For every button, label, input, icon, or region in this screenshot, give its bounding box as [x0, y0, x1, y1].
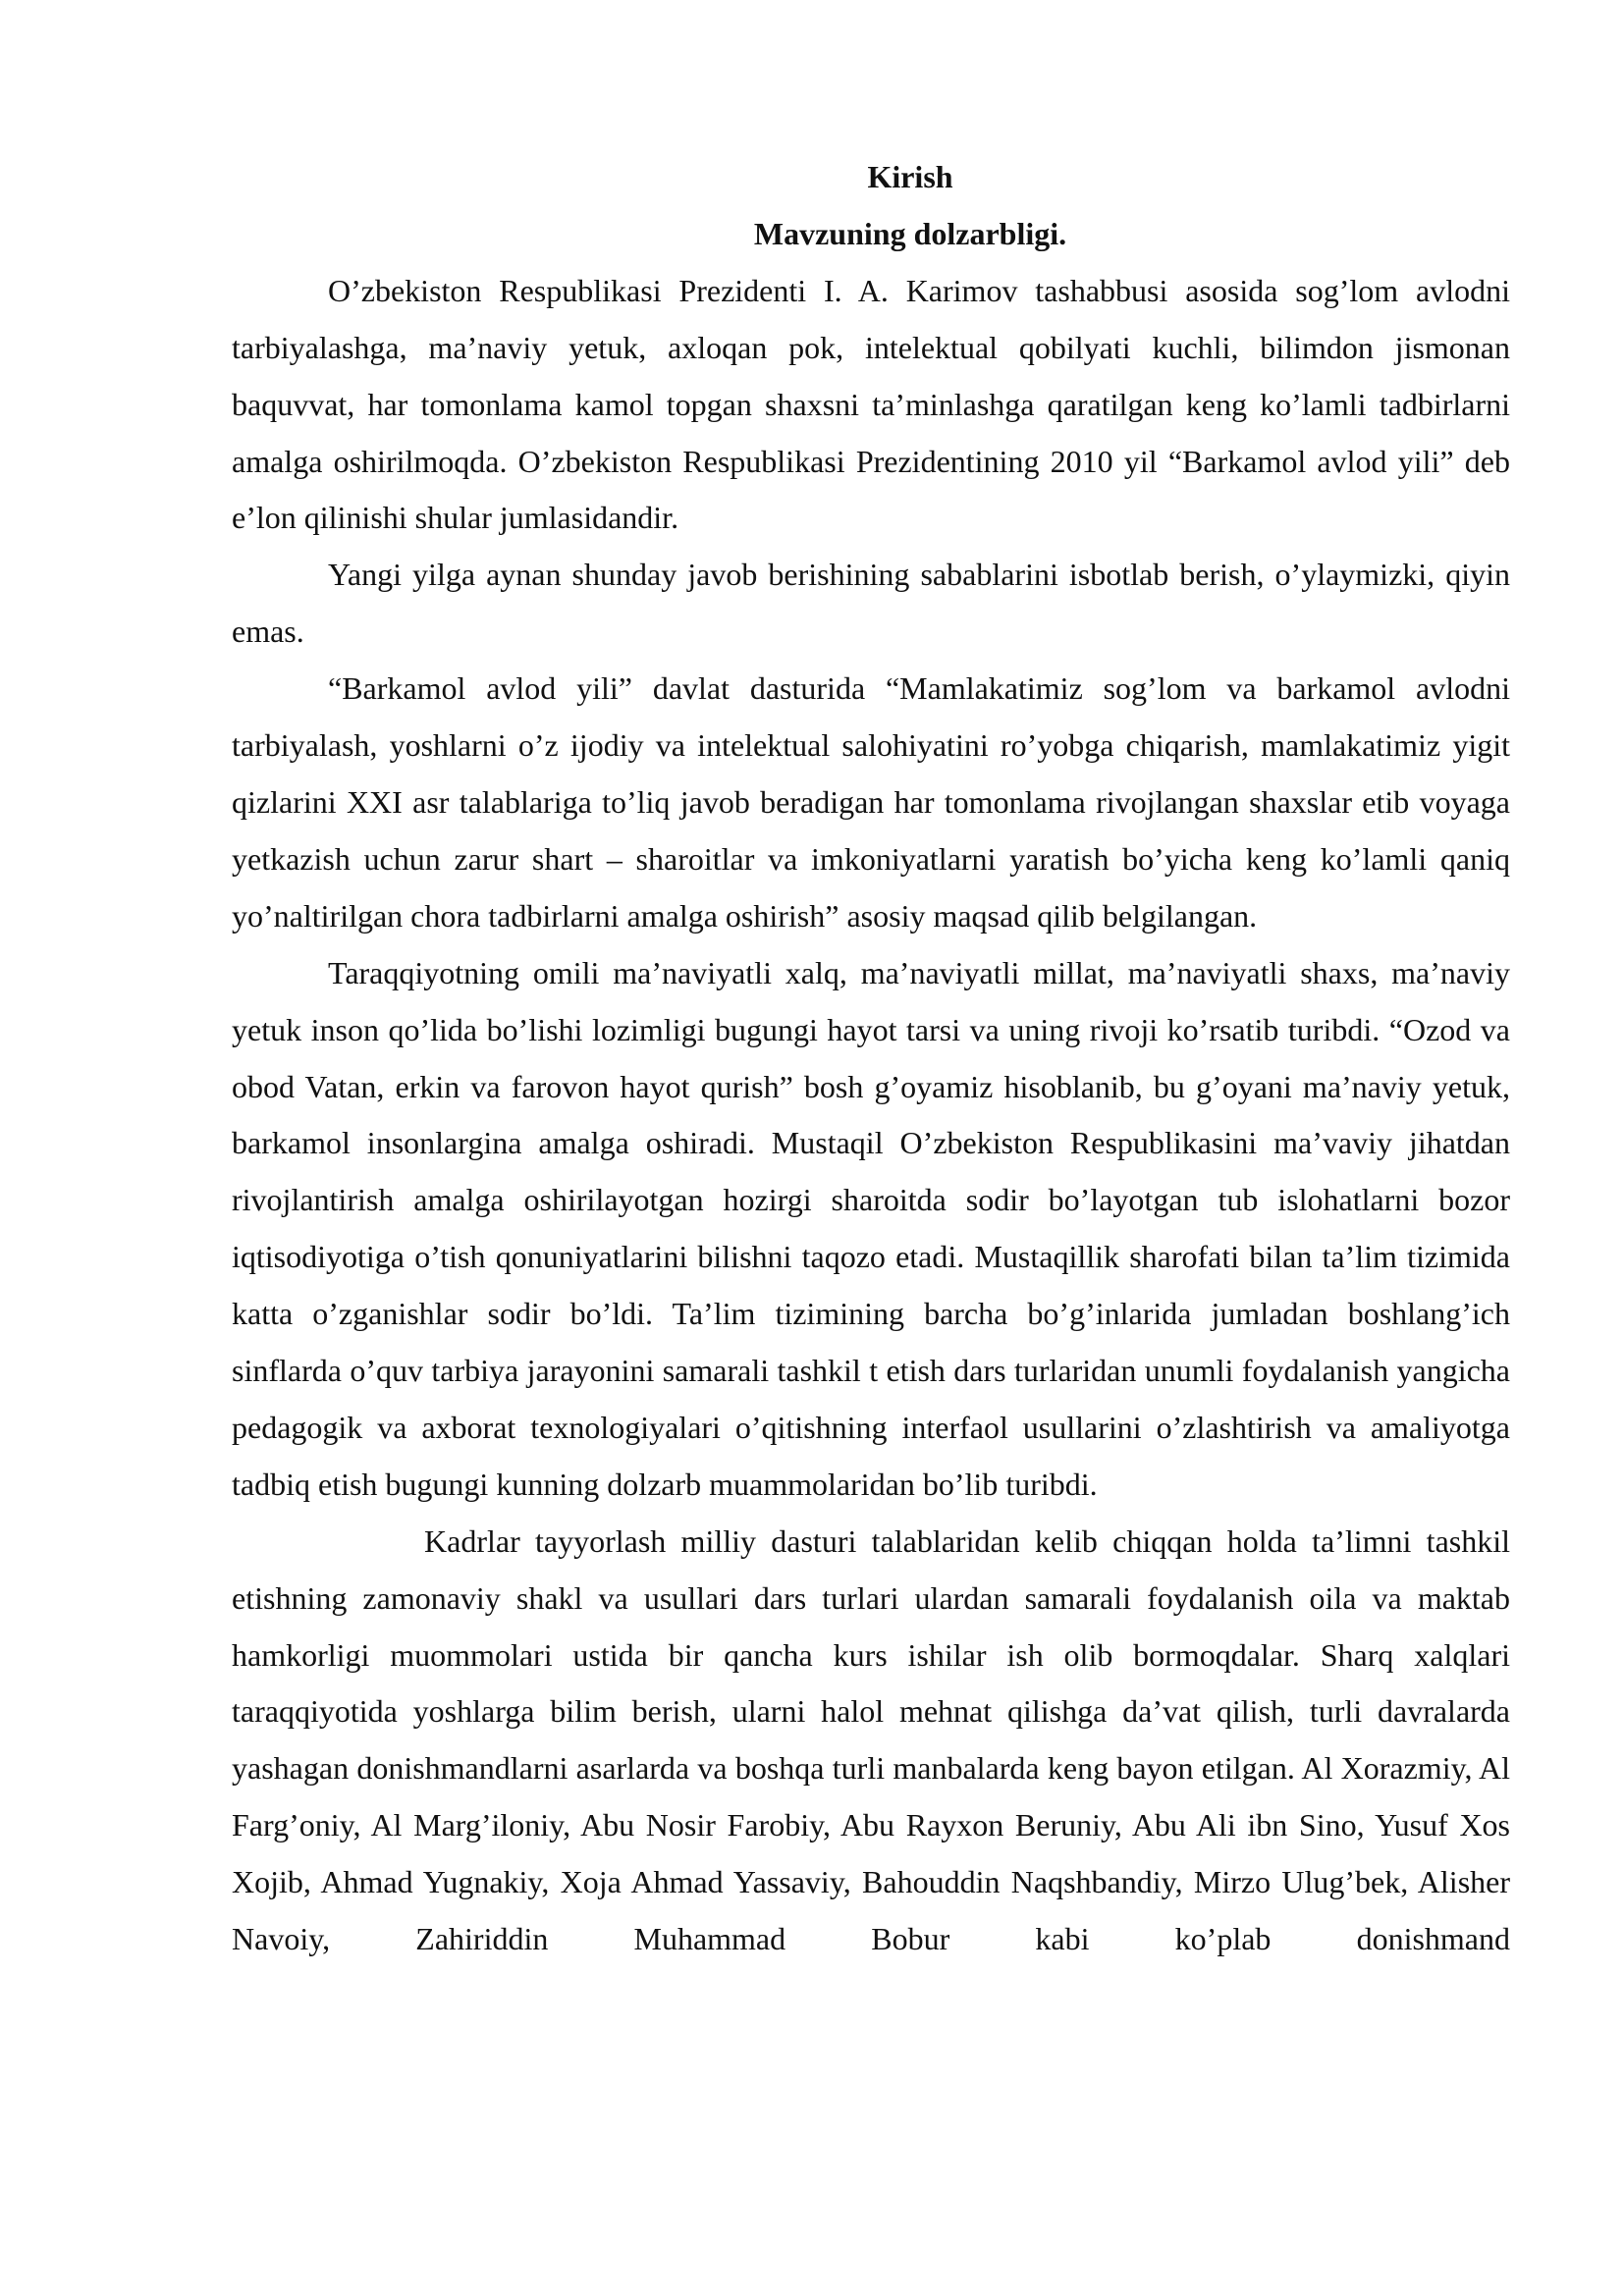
document-subtitle: Mavzuning dolzarbligi. [753, 215, 1067, 251]
paragraph-5: Kadrlar tayyorlash milliy dasturi talablaridan kelib chiqqan holda ta’limni tashkil etishning zamonaviy shakl va usullari dars turlari ulardan samarali foydalanish oila va maktab hamkorligi muommolari ustida bir qancha kurs ishilar ish olib bormoqdalar. Sharq xalqlari taraqqiyotida yoshlarga bilim berish, ularni halol mehnat qilishga da’vat qilish, turli davralarda yashagan donishmandlarni asarlarda va boshqa turli manbalarda keng bayon etilgan. Al Xorazmiy, Al Farg’oniy, Al Marg’iloniy, Abu Nosir Farobiy, Abu Rayxon Beruniy, Abu Ali ibn Sino, Yusuf Xos Xojib, Ahmad Yugnakiy, Xoja Ahmad Yassaviy, Bahouddin Naqshbandiy, Mirzo Ulug’bek, Alisher Navoiy, Zahiriddin Muhammad Bobur kabi ko’plab donishmand [232, 1522, 1510, 1957]
paragraph-1: O’zbekiston Respublikasi Prezidenti I. A. Karimov tashabbusi asosida sog’lom avlodni tarbiyalashga, ma’naviy yetuk, axloqan pok, intelektual qobilyati kuchli, bilimdon jismonan baquvvat, har tomonlama kamol topgan shaxsni ta’minlashga qaratilgan keng ko’lamli tadbirlarni amalga oshirilmoqda. O’zbekiston Respublikasi Prezidentining 2010 yil “Barkamol avlod yili” deb e’lon qilinishi shular jumlasidandir. [232, 272, 1510, 536]
document-body [232, 149, 1510, 1968]
document-title: Kirish [867, 159, 953, 194]
paragraph-4: Taraqqiyotning omili ma’naviyatli xalq, ma’naviyatli millat, ma’naviyatli shaxs, ma’naviy yetuk inson qo’lida bo’lishi lozimligi bugungi hayot tarsi va uning rivoji ko’rsatib turibdi. “Ozod va obod Vatan, erkin va farovon hayot qurish” bosh g’oyamiz hisoblanib, bu g’oyani ma’naviy yetuk, barkamol insonlargina amalga oshiradi. Mustaqil O’zbekiston Respublikasini ma’vaviy jihatdan rivojlantirish amalga oshirilayotgan hozirgi sharoitda sodir bo’layotgan tub islohatlarni bozor iqtisodiyotiga o’tish qonuniyatlarini bilishni taqozo etadi. Mustaqillik sharofati bilan ta’lim tizimida katta o’zganishlar sodir bo’ldi. Ta’lim tizimining barcha bo’g’inlarida jumladan boshlang’ich sinflarda o’quv tarbiya jarayonini samarali tashkil t etish dars turlaridan unumli foydalanish yangicha pedagogik va axborat texnologiyalari o’qitishning interfaol usullarini o’zlashtirish va amaliyotga tadbiq etish bugungi kunning dolzarb muammolaridan bo’lib turibdi. [232, 954, 1510, 1502]
paragraph-3: “Barkamol avlod yili” davlat dasturida “Mamlakatimiz sog’lom va barkamol avlodni tarbiyalash, yoshlarni o’z ijodiy va intelektual salohiyatini ro’yobga chiqarish, mamlakatimiz yigit qizlarini XXI asr talablariga to’liq javob beradigan har tomonlama rivojlangan shaxslar etib voyaga yetkazish uchun zarur shart – sharoitlar va imkoniyatlarni yaratish bo’yicha keng ko’lamli qaniq yo’naltirilgan chora tadbirlarni amalga oshirish” asosiy maqsad qilib belgilangan. [232, 670, 1510, 934]
paragraph-2: Yangi yilga aynan shunday javob berishining sabablarini isbotlab berish, o’ylaymizki, qiyin emas. [232, 557, 1510, 650]
